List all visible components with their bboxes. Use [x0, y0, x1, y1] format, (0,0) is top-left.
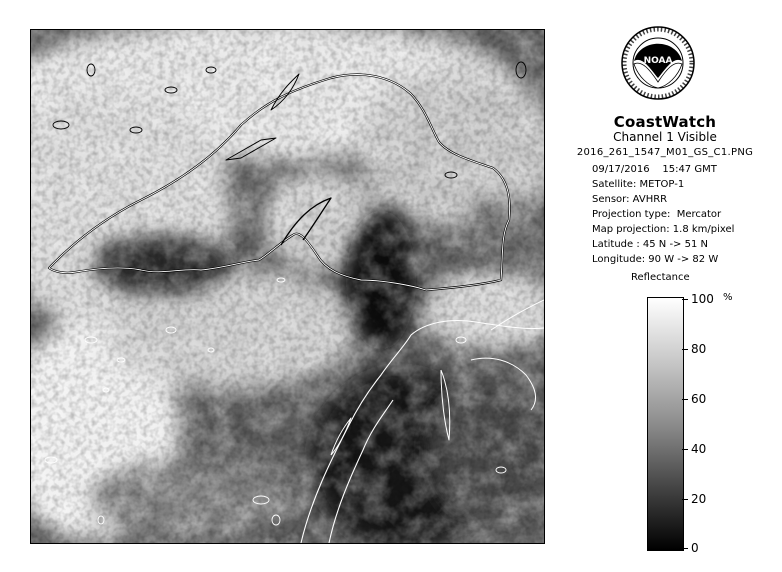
colorbar-unit: % [723, 292, 733, 303]
colorbar-tick [682, 548, 688, 549]
latitude-text: Latitude : 45 N -> 51 N [592, 239, 708, 250]
colorbar-tick-label: 0 [691, 541, 699, 555]
noaa-logo-wordmark: NOAA [643, 56, 673, 66]
satellite-text: Satellite: METOP-1 [592, 179, 685, 190]
colorbar-title: Reflectance [631, 272, 690, 283]
noaa-seal-icon [620, 16, 696, 106]
satellite-map [31, 30, 544, 543]
longitude-text: Longitude: 90 W -> 82 W [592, 254, 719, 265]
noaa-logo [620, 16, 696, 106]
colorbar-tick-label: 80 [691, 342, 707, 356]
colorbar-tick [682, 449, 688, 450]
colorbar-tick [682, 499, 688, 500]
colorbar-tick-label: 20 [691, 492, 707, 506]
colorbar-tick-label: 60 [691, 392, 707, 406]
product-title: CoastWatch [613, 113, 717, 131]
colorbar-tick-label: 100 [691, 292, 714, 306]
colorbar-tick [682, 349, 688, 350]
channel-label: Channel 1 Visible [613, 130, 717, 144]
datetime-text: 09/17/2016 15:47 GMT [592, 164, 717, 175]
image-filename: 2016_261_1547_M01_GS_C1.PNG [576, 147, 754, 158]
sensor-text: Sensor: AVHRR [592, 194, 668, 205]
projection-type-text: Projection type: Mercator [592, 209, 722, 220]
colorbar-tick-label: 40 [691, 442, 707, 456]
reflectance-colorbar [647, 297, 684, 551]
map-projection-text: Map projection: 1.8 km/pixel [592, 224, 735, 235]
satellite-image-panel [30, 29, 545, 544]
colorbar-tick [682, 299, 688, 300]
colorbar-tick [682, 399, 688, 400]
